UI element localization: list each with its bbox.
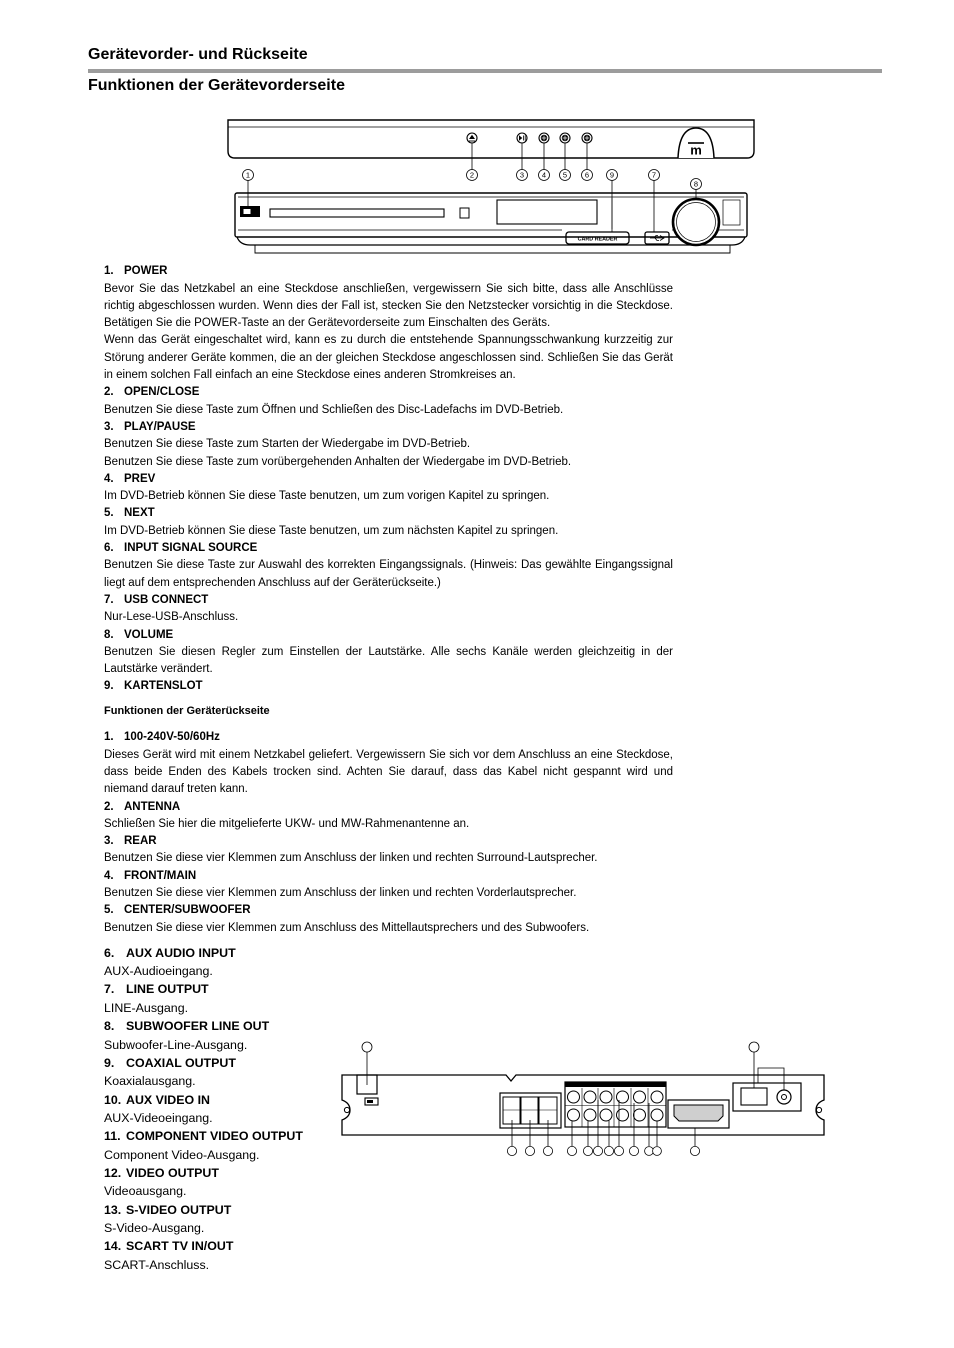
title-divider — [88, 69, 882, 73]
disc-tray-slot — [270, 209, 444, 217]
aux-audio-jack — [568, 1109, 580, 1121]
item-label: USB CONNECT — [124, 593, 209, 606]
callout-circle — [507, 1146, 516, 1155]
description-line: Component Video-Ausgang. — [104, 1147, 260, 1162]
description-line: richtig abgeschlossen wurden. Wenn dies der Fall ist, stecken Sie den Netzstecker vorsichtig in die Steckdose. — [104, 299, 673, 312]
leader-line — [754, 1052, 784, 1090]
item-label: FRONT/MAIN — [124, 869, 197, 882]
item-heading — [104, 1237, 504, 1255]
item-heading — [104, 592, 673, 609]
aux-video-jack — [617, 1091, 629, 1103]
usb-port — [645, 232, 669, 244]
center-sub-terminals — [539, 1097, 557, 1124]
description-line: Im DVD-Betrieb können Sie diese Taste benutzen, um zum vorigen Kapitel zu springen. — [104, 490, 550, 503]
item-heading — [104, 678, 673, 695]
description-line: Wenn das Gerät eingeschaltet wird, kann es zu durch die entstehende Spannungsschwankung kurzzeitig zur — [104, 334, 673, 347]
item-heading — [104, 1201, 504, 1219]
callout-number: 3 — [519, 170, 525, 180]
play-pause-button — [517, 133, 527, 143]
item-number: 9. — [104, 1055, 115, 1070]
item-number: 14. — [104, 1239, 122, 1254]
item-heading — [104, 419, 673, 436]
description-line: SCART-Anschluss. — [104, 1257, 210, 1272]
item-number: 5. — [104, 904, 114, 917]
description-line: Benutzen Sie diesen Regler zum Einstellen der Lautstärke. Alle sechs Kanäle werden gleichzeitig in der — [104, 645, 673, 658]
item-number: 5. — [104, 507, 114, 520]
jack-dividers — [565, 1088, 666, 1127]
rear-functions-list — [104, 729, 673, 937]
volume-knob-outer — [673, 199, 719, 245]
callout-number: 4 — [541, 170, 547, 180]
item-label: PREV — [124, 472, 156, 485]
item-number: 1. — [104, 731, 114, 744]
open-close-button — [467, 133, 477, 143]
item-label: CENTER/SUBWOOFER — [124, 904, 251, 917]
rear-speaker-terminals — [503, 1097, 520, 1124]
description-line: Benutzen Sie diese vier Klemmen zum Anschluss des Mittellautsprechers und des Subwoofers. — [104, 921, 590, 934]
front-body — [235, 193, 747, 253]
callout-circle — [604, 1146, 613, 1155]
power-button — [240, 206, 260, 217]
next-button — [560, 133, 570, 143]
item-number: 12. — [104, 1165, 122, 1180]
item-label: VIDEO OUTPUT — [126, 1165, 219, 1180]
front-functions-list — [104, 263, 673, 695]
item-heading — [104, 1164, 504, 1182]
description-line: Störung anderer Geräte kommen, die an der gleichen Steckdose angeschlossen sind. Schließen Sie das Gerät — [104, 351, 673, 364]
brand-logo — [678, 128, 714, 158]
description-line: Schließen Sie hier die mitgelieferte UKW- und MW-Rahmenantenne an. — [104, 817, 470, 830]
item-heading — [104, 902, 673, 919]
jack-block-outline — [565, 1082, 666, 1127]
page-title: Gerätevorder- und Rückseite — [88, 46, 308, 63]
item-heading — [104, 868, 673, 885]
antenna-terminals — [733, 1083, 801, 1111]
item-number: 6. — [104, 945, 115, 960]
description-line: Benutzen Sie diese Taste zum vorübergehenden Anhalten der Wiedergabe im DVD-Betrieb. — [104, 455, 572, 468]
description-line: Videoausgang. — [104, 1184, 187, 1199]
rear-functions-heading: Funktionen der Geräterückseite — [104, 705, 270, 718]
side-panel — [723, 200, 740, 225]
video-out-jack — [651, 1109, 663, 1121]
item-label: 100-240V-50/60Hz — [124, 731, 220, 744]
subwoofer-out-jack — [600, 1091, 612, 1103]
front-base — [255, 245, 730, 253]
description-line: LINE-Ausgang. — [104, 1000, 189, 1015]
prev-button — [539, 133, 549, 143]
left-screw — [344, 1107, 349, 1112]
callout-number: 8 — [693, 179, 699, 189]
callout-circle — [614, 1146, 623, 1155]
scart-socket — [674, 1105, 723, 1121]
item-number: 2. — [104, 800, 114, 813]
callout-circle — [583, 1146, 592, 1155]
card-reader-label: CARD READER — [577, 236, 618, 243]
callout-circle — [690, 1146, 699, 1155]
callout-circle — [567, 1146, 576, 1155]
item-heading — [104, 980, 504, 998]
description-line: Benutzen Sie diese vier Klemmen zum Anschluss der linken und rechten Vorderlautsprecher. — [104, 887, 577, 900]
volume-knob — [673, 199, 719, 245]
item-number: 8. — [104, 1019, 115, 1034]
input-source-button — [582, 133, 592, 143]
logo-text: m — [690, 142, 702, 158]
callout-circle — [645, 1147, 654, 1156]
fm-antenna-jack-pin — [782, 1095, 787, 1100]
terminal-block-outline — [500, 1093, 561, 1128]
callout-circle — [749, 1042, 759, 1052]
callout-number: 7 — [651, 170, 657, 180]
power-icon — [244, 209, 251, 214]
description-line: Bevor Sie das Netzkabel an eine Steckdose anschließen, vergewissern Sie sich bitte, dass alle Anschlüsse — [104, 282, 673, 295]
item-label: POWER — [124, 265, 168, 278]
description-line: Benutzen Sie diese vier Klemmen zum Anschluss der linken und rechten Surround-Lautsprecher. — [104, 852, 598, 865]
description-line: S-Video-Ausgang. — [104, 1220, 205, 1235]
item-heading — [104, 799, 673, 816]
item-number: 10. — [104, 1092, 122, 1107]
description-line: Im DVD-Betrieb können Sie diese Taste benutzen, um zum nächsten Kapitel zu springen. — [104, 524, 559, 537]
callout-circle — [543, 1146, 552, 1155]
item-number: 8. — [104, 628, 114, 641]
coaxial-out-jack — [600, 1109, 612, 1121]
scart-connector — [668, 1100, 729, 1128]
item-number: 9. — [104, 680, 114, 693]
eject-triangle — [469, 135, 475, 139]
aux-audio-jack — [568, 1091, 580, 1103]
item-number: 4. — [104, 869, 114, 882]
top-lid-outline — [228, 120, 754, 158]
component-video-jack — [651, 1091, 663, 1103]
description-line: Benutzen Sie diese Taste zur Auswahl des korrekten Eingangssignals. (Hinweis: Das gewählte Eingangssignal — [104, 559, 673, 572]
callout-number: 2 — [469, 170, 475, 180]
item-heading — [104, 729, 673, 746]
front-callout-numbers — [246, 171, 698, 189]
description-line: AUX-Videoeingang. — [104, 1110, 213, 1125]
description-line: Nur-Lese-USB-Anschluss. — [104, 611, 239, 624]
description-line: in einem solchen Fall einfach an eine Steckdose eines anderen Stromkreises an. — [104, 369, 516, 382]
tray-button — [460, 208, 469, 218]
description-line: Koaxialausgang. — [104, 1074, 196, 1089]
item-number: 7. — [104, 982, 115, 997]
item-number: 3. — [104, 420, 114, 433]
item-label: LINE OUTPUT — [126, 982, 209, 997]
rear-leader-lines — [367, 1052, 784, 1146]
description-line: Subwoofer-Line-Ausgang. — [104, 1037, 248, 1052]
item-number: 13. — [104, 1202, 122, 1217]
description-line: Benutzen Sie diese Taste zum Öffnen und Schließen des Disc-Ladefachs im DVD-Betrieb. — [104, 403, 564, 416]
line-out-jack — [584, 1091, 596, 1103]
item-heading — [104, 1017, 504, 1035]
item-label: OPEN/CLOSE — [124, 386, 200, 399]
fm-antenna-jack — [777, 1090, 791, 1104]
speaker-terminal-block — [500, 1093, 561, 1128]
jack-block-header — [565, 1082, 666, 1087]
line-out-jack — [584, 1109, 596, 1121]
description-line: niemand darauf treten kann. — [104, 783, 248, 796]
power-switch-rocker — [367, 1100, 373, 1103]
callout-circle — [525, 1146, 534, 1155]
usb-icon — [650, 236, 664, 241]
item-number: 4. — [104, 472, 114, 485]
item-label: AUX AUDIO INPUT — [126, 945, 236, 960]
item-label: SCART TV IN/OUT — [126, 1239, 234, 1254]
item-heading — [104, 471, 673, 488]
item-label: AUX VIDEO IN — [126, 1092, 210, 1107]
front-speaker-terminals — [521, 1097, 538, 1124]
item-heading — [104, 384, 673, 401]
description-line: Benutzen Sie diese Taste zum Starten der Wiedergabe im DVD-Betrieb. — [104, 438, 471, 451]
s-video-jack — [617, 1109, 629, 1121]
item-number: 3. — [104, 835, 114, 848]
front-panel-diagram — [225, 112, 760, 260]
am-antenna-terminal — [741, 1088, 767, 1105]
display-window — [497, 200, 597, 224]
description-line: Lautstärke verändert. — [104, 663, 213, 676]
item-label: PLAY/PAUSE — [124, 420, 196, 433]
item-label: VOLUME — [124, 628, 174, 641]
item-label: NEXT — [124, 507, 155, 520]
callout-number: 9 — [609, 170, 615, 180]
callout-circle — [593, 1146, 602, 1155]
item-label: COMPONENT VIDEO OUTPUT — [126, 1129, 303, 1144]
power-inlet — [357, 1075, 378, 1105]
card-reader-slot — [566, 232, 629, 244]
item-label: INPUT SIGNAL SOURCE — [124, 542, 258, 555]
description-line: Dieses Gerät wird mit einem Netzkabel geliefert. Vergewissern Sie sich vor dem Anschluss an eine Steckdose, — [104, 748, 673, 761]
item-heading — [104, 944, 504, 962]
item-heading — [104, 263, 673, 280]
front-functions-heading: Funktionen der Gerätevorderseite — [88, 77, 345, 94]
description-line: dass beide Enden des Kabels trocken sind. Achten Sie darauf, dass das Kabel nicht gespannt wird und — [104, 765, 673, 778]
callout-number: 5 — [562, 170, 568, 180]
item-heading — [104, 540, 673, 557]
item-number: 11. — [104, 1129, 121, 1144]
item-number: 6. — [104, 542, 114, 555]
callout-number: 6 — [584, 170, 590, 180]
component-video-jack — [634, 1091, 646, 1103]
item-label: S-VIDEO OUTPUT — [126, 1202, 232, 1217]
description-line: AUX-Audioeingang. — [104, 964, 213, 979]
front-leader-lines — [245, 144, 699, 233]
rear-panel-diagram — [335, 1035, 835, 1160]
item-number: 2. — [104, 386, 114, 399]
item-heading — [104, 627, 673, 644]
description-line: Betätigen Sie die POWER-Taste an der Gerätevorderseite zum Einschalten des Geräts. — [104, 317, 551, 330]
front-body-outline — [235, 193, 747, 237]
callout-circle — [362, 1042, 372, 1052]
item-label: COAXIAL OUTPUT — [126, 1055, 236, 1070]
callout-number: 1 — [245, 170, 251, 180]
item-number: 1. — [104, 265, 114, 278]
item-label: SUBWOOFER LINE OUT — [126, 1019, 270, 1034]
callout-circle — [629, 1146, 638, 1155]
av-jack-block — [565, 1082, 666, 1127]
item-label: REAR — [124, 835, 157, 848]
item-heading — [104, 505, 673, 522]
item-number: 7. — [104, 593, 114, 606]
item-heading — [104, 833, 673, 850]
description-line: liegt auf dem entsprechenden Anschluss auf der Geräterückseite.) — [104, 576, 441, 589]
item-label: ANTENNA — [124, 800, 181, 813]
play-triangle — [519, 135, 522, 140]
callout-circle — [653, 1147, 662, 1156]
right-screw — [816, 1107, 821, 1112]
item-label: KARTENSLOT — [124, 680, 203, 693]
component-video-jack — [634, 1109, 646, 1121]
